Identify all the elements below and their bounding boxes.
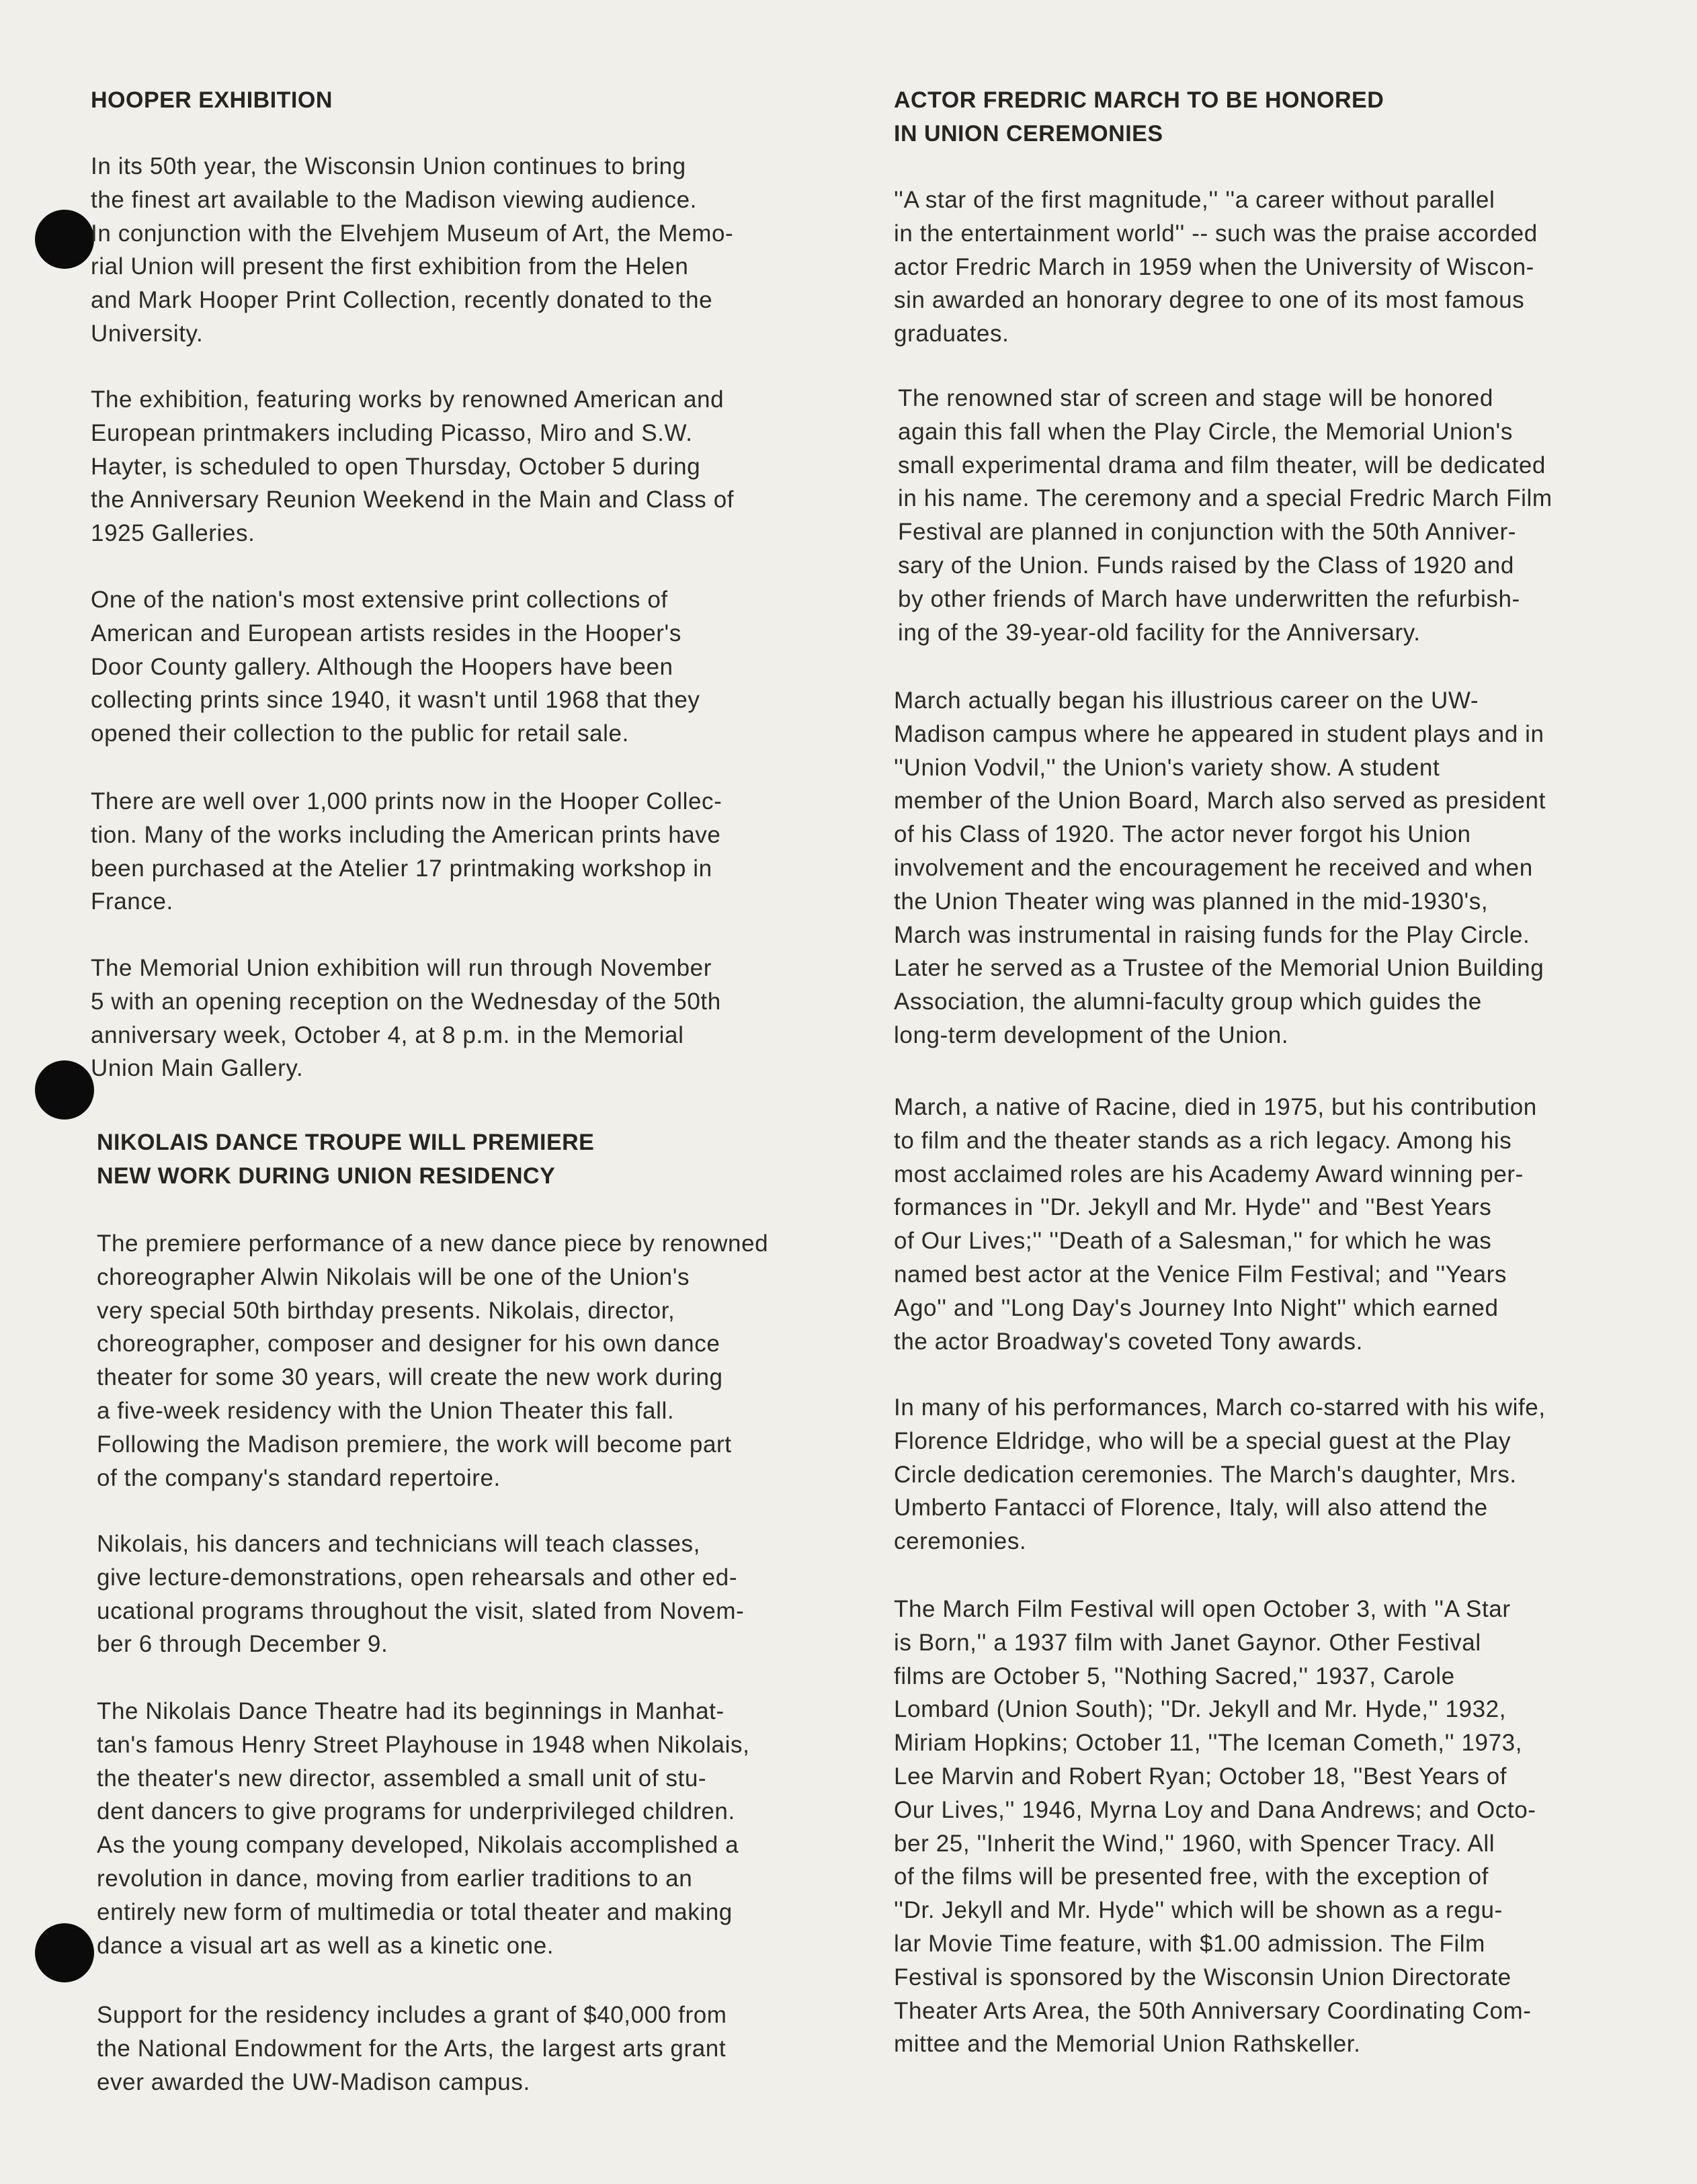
article-headline: ACTOR FREDRIC MARCH TO BE HONORED IN UNION CEREMONIES — [894, 87, 1384, 146]
article-paragraph: The March Film Festival will open October 3, with ''A Star is Born,'' a 1937 film with Janet Gaynor. Other Festival films are October 5, ''Nothing Sacred,'' 1937, Carole Lombard (Union South); ''Dr. Jekyll and Mr. Hyde,'' 1932, Miriam Hopkins; October 11, ''The Iceman Cometh,'' 1973, Lee Marvin and Robert Ryan; October 18, ''Best Years of Our Lives,'' 1946, Myrna Loy and Dana Andrews; and Octo- ber 25, ''Inherit the Wind,'' 1960, with Spencer Tracy. All of the films will be presented free, with the exception of ''Dr. Jekyll and Mr. Hyde'' which will be shown as a regu- lar Movie Time feature, with $1.00 admission. The Film Festival is sponsored by the Wisconsin Union Directorate Theater Arts Area, the 50th Anniversary Coordinating Com- mittee and the Memorial Union Rathskeller. — [894, 1596, 1536, 2058]
article-paragraph: The exhibition, featuring works by renowned American and European printmakers including Picasso, Miro and S.W. Hayter, is scheduled to open Thursday, October 5 during the Anniversary Reunion Weekend in the Main and Class of 1925 Galleries. — [91, 386, 735, 547]
article-headline: HOOPER EXHIBITION — [91, 87, 333, 113]
binder-punch-hole — [35, 1923, 94, 1982]
binder-punch-hole — [35, 210, 94, 269]
article-paragraph: Nikolais, his dancers and technicians will teach classes, give lecture-demonstrations, open rehearsals and other ed- ucational programs throughout the visit, slated from Novem- ber 6 through December 9. — [97, 1531, 745, 1658]
article-paragraph: One of the nation's most extensive print collections of American and European artists resides in the Hooper's Door County gallery. Although the Hoopers have been collecting prints since 1940, it wasn't until 1968 that they opened their collection to the public for retail sale. — [91, 587, 700, 747]
article-paragraph: The Nikolais Dance Theatre had its beginnings in Manhat- tan's famous Henry Street Playhouse in 1948 when Nikolais, the theater's new director, assembled a small unit of stu- dent dancers to give programs for underprivileged children. As the young company developed, Nikolais accomplished a revolution in dance, moving from earlier traditions to an entirely new form of multimedia or total theater and making dance a visual art as well as a kinetic one. — [97, 1698, 750, 1959]
article-headline: NIKOLAIS DANCE TROUPE WILL PREMIERE NEW WORK DURING UNION RESIDENCY — [97, 1130, 595, 1189]
article-paragraph: In many of his performances, March co-starred with his wife, Florence Eldridge, who will be a special guest at the Play Circle dedication ceremonies. The March's daughter, Mrs. Umberto Fantacci of Florence, Italy, will also attend the ceremonies. — [894, 1394, 1546, 1555]
article-paragraph: March, a native of Racine, died in 1975, but his contribution to film and the theater stands as a rich legacy. Among his most acclaimed roles are his Academy Award winning per- formances in ''Dr. Jekyll and Mr. Hyde'' and ''Best Years of Our Lives;'' ''Death of a Salesman,'' for which he was named best actor at the Venice Film Festival; and ''Years Ago'' and ''Long Day's Journey Into Night'' which earned the actor Broadway's coveted Tony awards. — [894, 1094, 1537, 1355]
article-paragraph: ''A star of the first magnitude,'' ''a career without parallel in the entertainment world'' -- such was the praise accorded actor Fredric March in 1959 when the University of Wiscon- sin awarded an honorary degree to one of its most famous graduates. — [894, 187, 1538, 347]
article-paragraph: March actually began his illustrious career on the UW- Madison campus where he appeared in student plays and in ''Union Vodvil,'' the Union's variety show. A student member of the Union Board, March also served as president of his Class of 1920. The actor never forgot his Union involvement and the encouragement he received and when the Union Theater wing was planned in the mid-1930's, March was instrumental in raising funds for the Play Circle. Later he served as a Trustee of the Memorial Union Building Association, the alumni-faculty group which guides the long-term development of the Union. — [894, 687, 1546, 1048]
article-paragraph: In its 50th year, the Wisconsin Union continues to bring the finest art available to the Madison viewing audience. In conjunction with the Elvehjem Museum of Art, the Memo- rial Union will present the first exhibition from the Helen and Mark Hooper Print Collection, recently donated to the University. — [91, 153, 734, 347]
article-paragraph: Support for the residency includes a grant of $40,000 from the National Endowment for the Arts, the largest arts grant ever awarded the UW-Madison campus. — [97, 2002, 727, 2095]
article-paragraph: There are well over 1,000 prints now in the Hooper Collec- tion. Many of the works including the American prints have been purchased at the Atelier 17 printmaking workshop in France. — [91, 788, 722, 915]
binder-punch-hole — [35, 1060, 94, 1120]
article-paragraph: The Memorial Union exhibition will run through November 5 with an opening reception on the Wednesday of the 50th anniversary week, October 4, at 8 p.m. in the Memorial Union Main Gallery. — [91, 955, 721, 1082]
article-paragraph: The renowned star of screen and stage will be honored again this fall when the Play Circle, the Memorial Union's small experimental drama and film theater, will be dedicated in his name. The ceremony and a special Fredric March Film Festival are planned in conjunction with the 50th Anniver- sary of the Union. Funds raised by the Class of 1920 and by other friends of March have underwritten the refurbish- ing of the 39-year-old facility for the Anniversary. — [898, 385, 1553, 646]
article-paragraph: The premiere performance of a new dance piece by renowned choreographer Alwin Nikolais will be one of the Union's very special 50th birthday presents. Nikolais, director, choreographer, composer and designer for his own dance theater for some 30 years, will create the new work during a five-week residency with the Union Theater this fall. Following the Madison premiere, the work will become part of the company's standard repertoire. — [97, 1230, 769, 1491]
